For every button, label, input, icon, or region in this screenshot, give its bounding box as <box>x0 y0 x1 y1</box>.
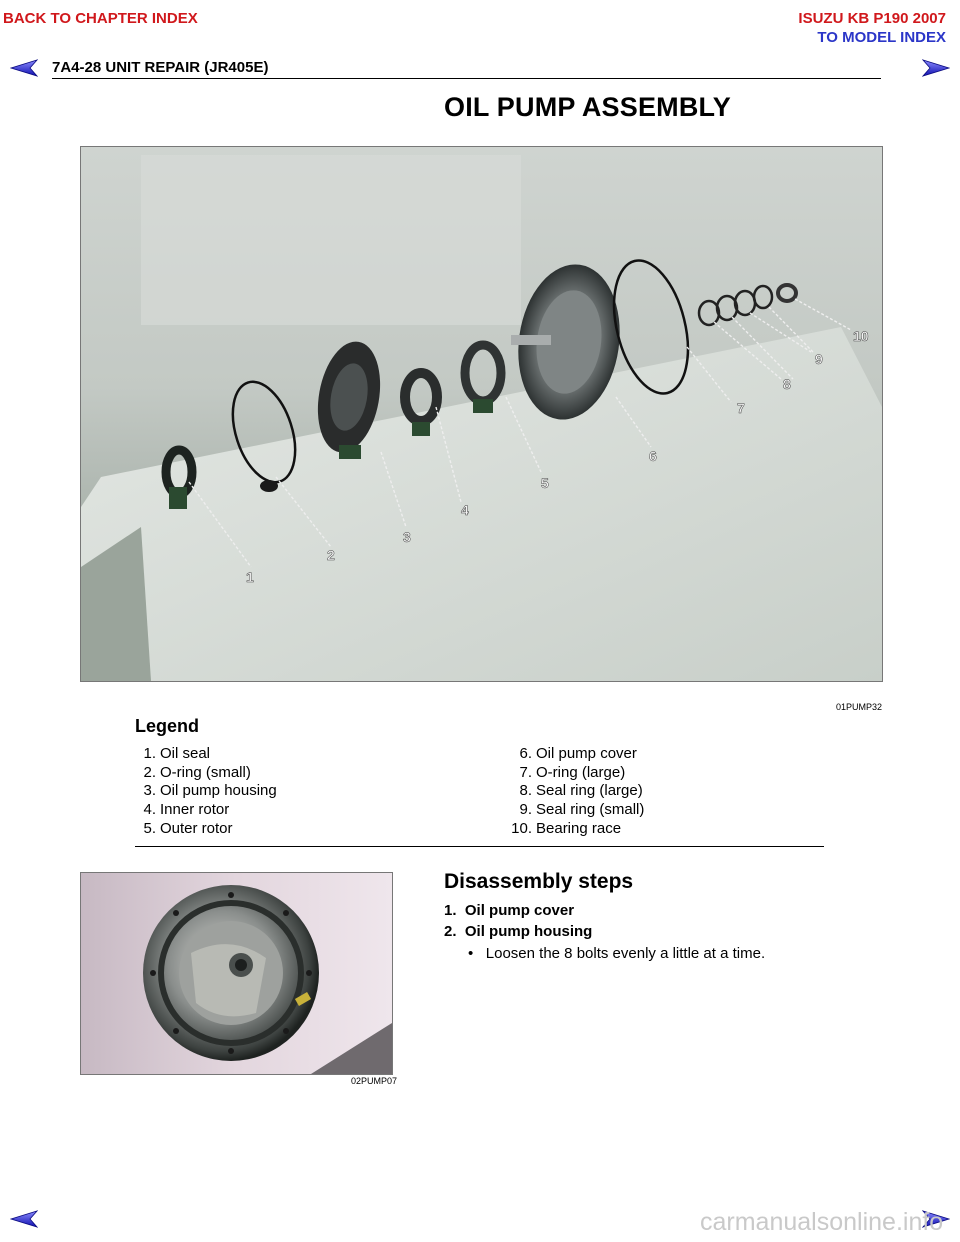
header-rule <box>52 78 881 79</box>
step-1: 1. Oil pump cover <box>444 902 575 919</box>
bullet-icon: • <box>468 945 474 962</box>
callout-7: 7 <box>737 400 745 416</box>
callout-10: 10 <box>853 328 869 344</box>
legend-right-column <box>504 745 644 839</box>
oil-pump-cover-photo <box>80 872 393 1075</box>
callout-4: 4 <box>461 502 469 518</box>
left-arrow-icon[interactable] <box>10 1209 38 1229</box>
back-to-chapter-index-link[interactable]: BACK TO CHAPTER INDEX <box>3 10 198 27</box>
step-2: 2. Oil pump housing <box>444 923 593 940</box>
legend-title: Legend <box>135 716 200 736</box>
legend-left-column <box>128 745 277 839</box>
legend-item: 4. Inner rotor <box>143 801 230 819</box>
oil-pump-exploded-photo <box>80 146 883 682</box>
section-header: 7A4-28 UNIT REPAIR (JR405E) <box>52 59 269 76</box>
legend-item: 7. O-ring (large) <box>519 763 626 781</box>
legend-item: 9. Seal ring (small) <box>519 801 645 819</box>
legend-item: 10. Bearing race <box>511 819 622 837</box>
watermark: carmanualsonline.info <box>700 1208 944 1236</box>
legend-item: 1. Oil seal <box>143 745 211 762</box>
callout-6: 6 <box>649 448 657 464</box>
figure-code-1: 01PUMP32 <box>836 702 883 712</box>
figure-code-2: 02PUMP07 <box>351 1076 398 1086</box>
disassembly-title: Disassembly steps <box>444 870 634 893</box>
callout-9: 9 <box>815 351 823 367</box>
page-title: OIL PUMP ASSEMBLY <box>444 92 731 122</box>
legend-item: 5. Outer rotor <box>143 819 233 837</box>
legend-item: 3. Oil pump housing <box>143 782 277 800</box>
callout-2: 2 <box>327 547 335 563</box>
legend-rule <box>135 846 824 847</box>
to-model-index-link[interactable]: TO MODEL INDEX <box>817 29 946 46</box>
callout-8: 8 <box>783 376 791 392</box>
callout-5: 5 <box>541 475 549 491</box>
left-arrow-icon[interactable] <box>10 58 38 78</box>
callout-3: 3 <box>403 529 411 545</box>
step-2-bullet: • Loosen the 8 bolts evenly a little at a time. <box>468 945 766 962</box>
right-arrow-icon[interactable] <box>922 58 950 78</box>
legend-item: 8. Seal ring (large) <box>519 782 643 800</box>
callout-1: 1 <box>246 569 254 585</box>
model-name-link[interactable]: ISUZU KB P190 2007 <box>798 10 946 27</box>
legend-item: 6. Oil pump cover <box>519 745 637 762</box>
legend-item: 2. O-ring (small) <box>143 763 251 781</box>
